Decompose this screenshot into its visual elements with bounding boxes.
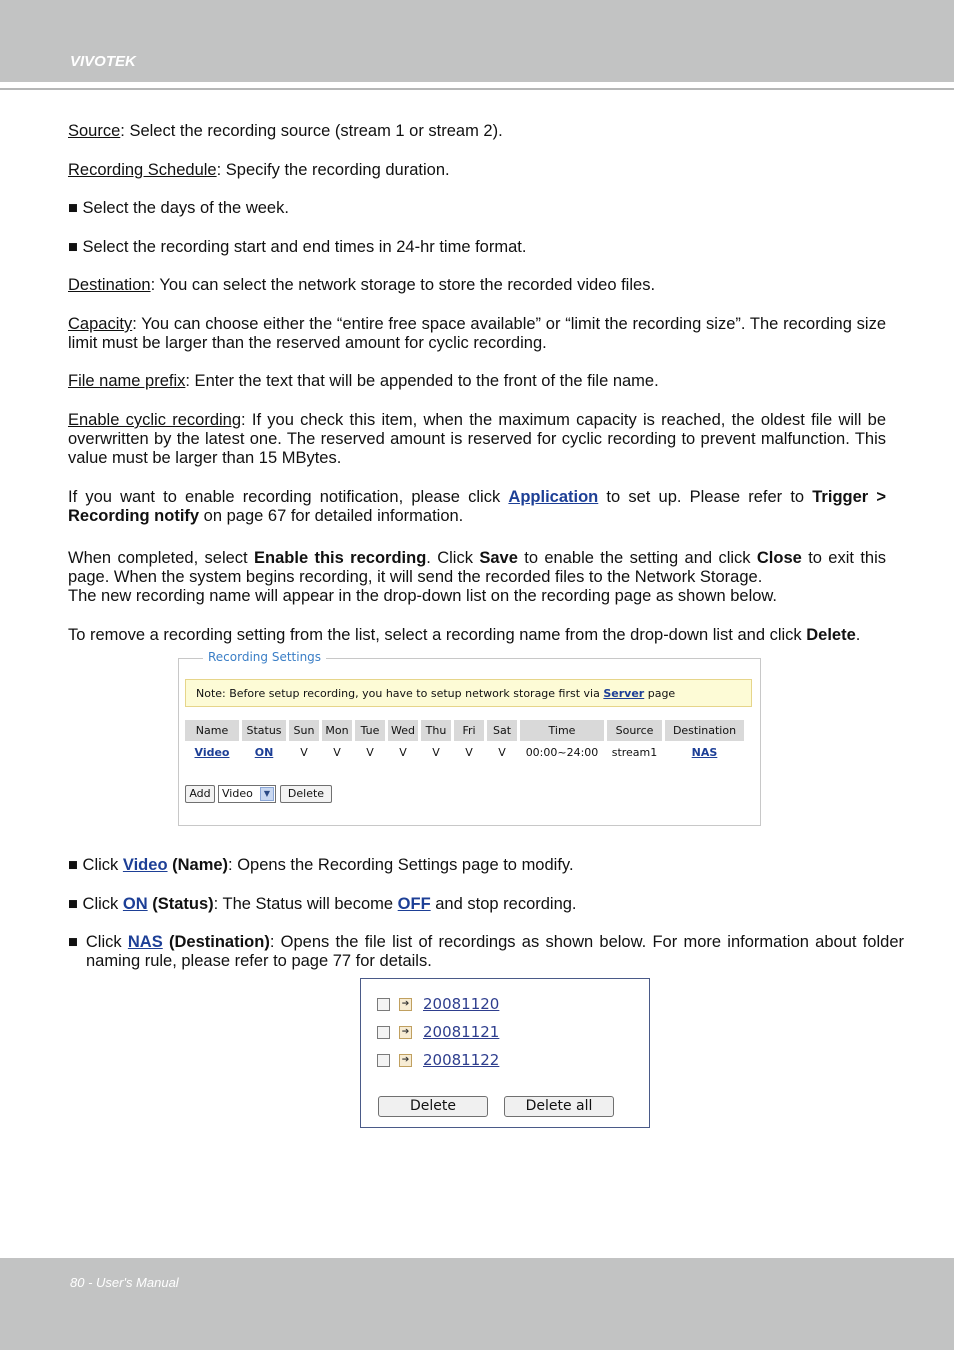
page-header bbox=[0, 0, 954, 82]
capacity-paragraph bbox=[68, 315, 886, 353]
cell-sun: V bbox=[300, 745, 308, 759]
prefix-term: File name prefix bbox=[68, 372, 186, 390]
col-header: Destination bbox=[665, 720, 744, 741]
col-header: Mon bbox=[322, 720, 352, 741]
destination-text: : You can select the network storage to store the recorded video files. bbox=[150, 276, 656, 294]
nas-link[interactable]: NAS bbox=[691, 745, 718, 759]
cell-name bbox=[185, 741, 239, 763]
schedule-paragraph bbox=[68, 161, 886, 180]
col-header: Sun bbox=[289, 720, 319, 741]
col-header: Name bbox=[185, 720, 239, 741]
remove-text-1: To remove a recording setting from the list, select a recording name from the drop-down list and click bbox=[68, 626, 807, 644]
cell-thu: V bbox=[432, 745, 440, 759]
table-row bbox=[185, 741, 744, 763]
capacity-term: Capacity bbox=[68, 315, 133, 333]
click-on-text-1: ■ Click bbox=[68, 895, 123, 913]
video-link[interactable]: Video bbox=[194, 745, 230, 759]
note-suffix: page bbox=[644, 687, 676, 700]
click-on-bold: (Status) bbox=[147, 895, 214, 913]
application-link[interactable]: Application bbox=[508, 488, 599, 506]
completed-text-3: to enable the setting and click bbox=[517, 549, 757, 567]
completed-bold-3: Close bbox=[756, 549, 802, 567]
cell-tue: V bbox=[366, 745, 374, 759]
col-header: Thu bbox=[421, 720, 451, 741]
completed-text-4: to exit this page. When the system begins recording, it will send the recorded files to the Network Storage. bbox=[68, 549, 887, 586]
cell-status bbox=[242, 741, 286, 763]
prefix-text: : Enter the text that will be appended to the front of the file name. bbox=[185, 372, 659, 390]
col-header: Time bbox=[520, 720, 604, 741]
add-button[interactable]: Add bbox=[185, 785, 215, 803]
completed-paragraph bbox=[68, 549, 886, 606]
video-name-link[interactable]: Video bbox=[122, 856, 168, 874]
click-video-bold: (Name) bbox=[167, 856, 229, 874]
arrow-right-icon: ➔ bbox=[399, 1026, 412, 1039]
cell-fri: V bbox=[465, 745, 473, 759]
click-video-text-2: : Opens the Recording Settings page to modify. bbox=[228, 856, 574, 874]
click-on-text-3: and stop recording. bbox=[430, 895, 577, 913]
cell-source: stream1 bbox=[611, 745, 658, 759]
recording-settings-legend: Recording Settings bbox=[203, 650, 326, 664]
notify-bold: Trigger > Recording notify bbox=[68, 488, 886, 525]
delete-button[interactable]: Delete bbox=[280, 785, 332, 803]
header-divider bbox=[0, 88, 954, 90]
col-header: Status bbox=[242, 720, 286, 741]
table-header-row bbox=[185, 720, 744, 741]
col-header: Source bbox=[607, 720, 662, 741]
col-header: Sat bbox=[487, 720, 517, 741]
page-footer bbox=[0, 1258, 954, 1350]
bullet-days: ■ Select the days of the week. bbox=[68, 199, 289, 217]
off-status-link[interactable]: OFF bbox=[397, 895, 431, 913]
file-link[interactable]: 20081122 bbox=[423, 1051, 500, 1069]
click-video-text-1: ■ Click bbox=[68, 856, 123, 874]
cell-destination bbox=[665, 741, 744, 763]
brand-name: VIVOTEK bbox=[70, 53, 136, 70]
status-on-link[interactable]: ON bbox=[254, 745, 274, 759]
file-checkbox[interactable] bbox=[377, 1026, 390, 1039]
remove-text-2: . bbox=[855, 626, 861, 644]
click-on-text-2: : The Status will become bbox=[213, 895, 398, 913]
arrow-right-icon: ➔ bbox=[399, 1054, 412, 1067]
schedule-term: Recording Schedule bbox=[68, 161, 217, 179]
col-header: Wed bbox=[388, 720, 418, 741]
click-nas-bold: (Destination) bbox=[162, 933, 270, 951]
recording-table bbox=[182, 720, 747, 763]
capacity-text: : You can choose either the “entire free space available” or “limit the recording size”. The recording size limit must be larger than the reserved amount for cyclic recording. bbox=[68, 315, 886, 352]
file-link[interactable]: 20081121 bbox=[423, 1023, 500, 1041]
server-link[interactable]: Server bbox=[603, 687, 645, 700]
click-on-paragraph bbox=[68, 895, 904, 914]
cell-wed: V bbox=[399, 745, 407, 759]
file-checkbox[interactable] bbox=[377, 998, 390, 1011]
completed-bold-1: Enable this recording bbox=[254, 549, 427, 567]
cell-time: 00:00~24:00 bbox=[525, 745, 599, 759]
source-text: : Select the recording source (stream 1 or stream 2). bbox=[120, 122, 503, 140]
page-number: 80 - User's Manual bbox=[70, 1275, 179, 1290]
prefix-paragraph bbox=[68, 372, 886, 391]
cyclic-text: : If you check this item, when the maximum capacity is reached, the oldest file will be overwritten by the latest one. The reserved amount is reserved for cyclic recording to prevent malfunction. This value must be larger than 15 MBytes. bbox=[68, 411, 886, 467]
file-link[interactable]: 20081120 bbox=[423, 995, 500, 1013]
col-header: Tue bbox=[355, 720, 385, 741]
source-paragraph bbox=[68, 122, 886, 141]
cyclic-paragraph bbox=[68, 411, 886, 468]
destination-term: Destination bbox=[68, 276, 151, 294]
click-nas-text-2: : Opens the file list of recordings as shown below. For more information about folder naming rule, please refer to page 77 for details. bbox=[86, 933, 904, 970]
delete-all-button[interactable]: Delete all bbox=[504, 1096, 614, 1117]
chevron-down-icon: ▼ bbox=[260, 787, 274, 801]
cyclic-term: Enable cyclic recording bbox=[68, 411, 242, 429]
destination-paragraph bbox=[68, 276, 886, 295]
note-prefix: Note: Before setup recording, you have to setup network storage first via bbox=[196, 687, 604, 700]
recording-select[interactable] bbox=[218, 785, 276, 803]
click-nas-text-1: ■ Click bbox=[68, 933, 128, 951]
completed-line-2: The new recording name will appear in the drop-down list on the recording page as shown below. bbox=[68, 587, 778, 605]
completed-bold-2: Save bbox=[479, 549, 518, 567]
remove-paragraph bbox=[68, 626, 886, 645]
file-checkbox[interactable] bbox=[377, 1054, 390, 1067]
nas-destination-link[interactable]: NAS bbox=[127, 933, 163, 951]
source-term: Source bbox=[68, 122, 121, 140]
file-list-panel bbox=[360, 978, 650, 1128]
setup-note bbox=[185, 679, 752, 707]
completed-text-2: . Click bbox=[426, 549, 480, 567]
click-video-paragraph bbox=[68, 856, 904, 875]
recording-settings-panel bbox=[178, 650, 761, 826]
arrow-right-icon: ➔ bbox=[399, 998, 412, 1011]
notify-text-1: If you want to enable recording notification, please click bbox=[68, 488, 509, 506]
recording-select-value: Video bbox=[222, 787, 253, 800]
completed-text-1: When completed, select bbox=[68, 549, 255, 567]
remove-bold: Delete bbox=[806, 626, 856, 644]
col-header: Fri bbox=[454, 720, 484, 741]
bullet-times: ■ Select the recording start and end times in 24-hr time format. bbox=[68, 238, 527, 256]
delete-files-button[interactable]: Delete bbox=[378, 1096, 488, 1117]
notify-text-2: to set up. Please refer to bbox=[598, 488, 813, 506]
on-status-link[interactable]: ON bbox=[122, 895, 148, 913]
cell-sat: V bbox=[498, 745, 506, 759]
notify-paragraph bbox=[68, 488, 886, 526]
schedule-text: : Specify the recording duration. bbox=[216, 161, 450, 179]
notify-text-3: on page 67 for detailed information. bbox=[199, 507, 464, 525]
click-nas-paragraph bbox=[68, 933, 904, 971]
cell-mon: V bbox=[333, 745, 341, 759]
